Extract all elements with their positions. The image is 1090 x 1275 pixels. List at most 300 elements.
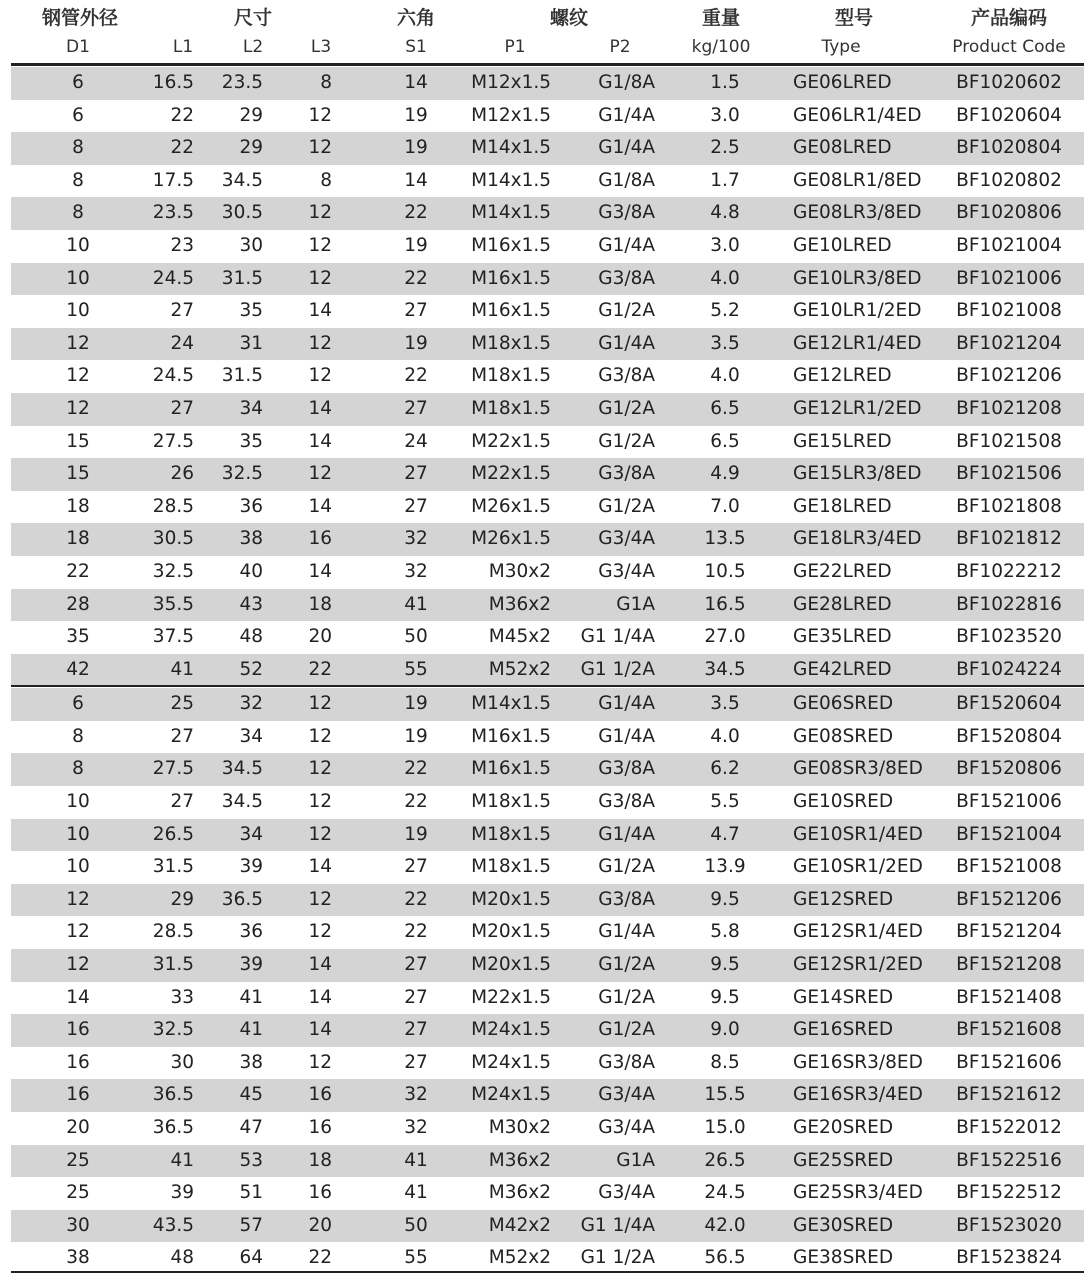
cell-l2: 41 xyxy=(239,1019,263,1041)
cell-l3: 12 xyxy=(308,758,332,780)
cell-s1: 22 xyxy=(404,791,428,813)
cell-weight: 15.5 xyxy=(704,1084,746,1106)
cell-weight: 1.7 xyxy=(710,169,740,191)
cell-l2: 43 xyxy=(239,593,263,615)
cell-p1: M18x1.5 xyxy=(471,332,551,354)
cell-p2: G3/4A xyxy=(598,528,655,550)
cell-l3: 12 xyxy=(308,463,332,485)
cell-p1: M36x2 xyxy=(488,1182,551,1204)
cell-p2: G1/2A xyxy=(598,856,655,878)
cell-type: GE08LRED xyxy=(793,137,892,159)
table-row xyxy=(11,393,1084,426)
cell-l3: 16 xyxy=(308,528,332,550)
cell-l1: 17.5 xyxy=(152,169,194,191)
cell-product-code: BF1021508 xyxy=(956,430,1062,452)
cell-weight: 2.5 xyxy=(710,137,740,159)
header-rule xyxy=(11,63,1084,66)
cell-weight: 4.9 xyxy=(710,463,740,485)
table-row xyxy=(11,753,1084,786)
cell-l2: 64 xyxy=(239,1247,263,1269)
cell-l3: 12 xyxy=(308,823,332,845)
cell-s1: 19 xyxy=(404,725,428,747)
table-row xyxy=(11,458,1084,491)
cell-product-code: BF1021808 xyxy=(956,495,1062,517)
cell-l1: 29 xyxy=(170,888,194,910)
cell-weight: 9.5 xyxy=(710,986,740,1008)
cell-s1: 41 xyxy=(404,1182,428,1204)
cell-l2: 48 xyxy=(239,626,263,648)
cell-product-code: BF1521612 xyxy=(956,1084,1062,1106)
cell-l1: 48 xyxy=(170,1247,194,1269)
table-row xyxy=(11,982,1084,1015)
cell-p2: G3/4A xyxy=(598,560,655,582)
table-row xyxy=(11,621,1084,654)
cell-l1: 23.5 xyxy=(152,202,194,224)
cell-l3: 12 xyxy=(308,104,332,126)
cell-p1: M20x1.5 xyxy=(471,921,551,943)
cell-l3: 14 xyxy=(308,560,332,582)
cell-l3: 12 xyxy=(308,791,332,813)
cell-p1: M22x1.5 xyxy=(471,463,551,485)
cell-l1: 27 xyxy=(170,397,194,419)
cell-type: GE30SRED xyxy=(793,1214,894,1236)
cell-type: GE16SR3/8ED xyxy=(793,1051,923,1073)
cell-type: GE10SR1/2ED xyxy=(793,856,923,878)
cell-product-code: BF1020604 xyxy=(956,104,1062,126)
section-divider xyxy=(11,685,1084,687)
cell-p1: M12x1.5 xyxy=(471,72,551,93)
cell-product-code: BF1020804 xyxy=(956,137,1062,159)
cell-p2: G1/2A xyxy=(598,986,655,1008)
header-col-l1: L1 xyxy=(172,37,194,57)
cell-p2: G3/8A xyxy=(598,791,655,813)
cell-weight: 4.0 xyxy=(710,267,740,289)
cell-p2: G1/2A xyxy=(598,954,655,976)
cell-weight: 13.9 xyxy=(704,856,746,878)
cell-p2: G1/8A xyxy=(598,72,655,93)
cell-type: GE12LR1/4ED xyxy=(793,332,922,354)
table-row xyxy=(11,688,1084,721)
cell-p2: G3/8A xyxy=(598,202,655,224)
cell-d1: 20 xyxy=(66,1117,90,1138)
cell-weight: 8.5 xyxy=(710,1051,740,1073)
cell-l2: 31.5 xyxy=(221,365,263,387)
cell-l3: 12 xyxy=(308,888,332,910)
table-row xyxy=(11,263,1084,296)
cell-d1: 30 xyxy=(66,1214,90,1236)
cell-product-code: BF1521206 xyxy=(956,888,1062,910)
cell-p2: G1/2A xyxy=(598,397,655,419)
cell-s1: 19 xyxy=(404,137,428,159)
cell-s1: 14 xyxy=(404,72,428,93)
cell-d1: 8 xyxy=(72,758,84,780)
cell-l1: 26 xyxy=(170,463,194,485)
cell-type: GE08SR3/8ED xyxy=(793,758,923,780)
cell-l1: 41 xyxy=(170,1149,194,1171)
cell-weight: 27.0 xyxy=(704,626,746,648)
cell-d1: 8 xyxy=(72,137,84,159)
header-col-l2: L2 xyxy=(242,37,264,57)
cell-l2: 29 xyxy=(239,137,263,159)
table-row xyxy=(11,884,1084,917)
cell-p2: G1/8A xyxy=(598,169,655,191)
cell-p1: M52x2 xyxy=(488,658,551,680)
cell-p1: M18x1.5 xyxy=(471,791,551,813)
cell-l1: 30.5 xyxy=(152,528,194,550)
cell-product-code: BF1521608 xyxy=(956,1019,1062,1041)
cell-p1: M30x2 xyxy=(488,560,551,582)
cell-type: GE25SR3/4ED xyxy=(793,1182,923,1204)
cell-p2: G1 1/4A xyxy=(580,626,655,648)
cell-l2: 23.5 xyxy=(221,72,263,93)
table-row xyxy=(11,230,1084,263)
cell-weight: 1.5 xyxy=(710,72,740,93)
table-row xyxy=(11,589,1084,622)
cell-l2: 47 xyxy=(239,1117,263,1138)
cell-p2: G1/4A xyxy=(598,693,655,715)
header-col-p1: P1 xyxy=(504,37,526,57)
cell-l1: 43.5 xyxy=(152,1214,194,1236)
cell-l1: 32.5 xyxy=(152,560,194,582)
cell-s1: 14 xyxy=(404,169,428,191)
cell-type: GE15LRED xyxy=(793,430,892,452)
cell-product-code: BF1522516 xyxy=(956,1149,1062,1171)
cell-l3: 12 xyxy=(308,1051,332,1073)
cell-l3: 8 xyxy=(320,169,332,191)
cell-l2: 31 xyxy=(239,332,263,354)
cell-l2: 35 xyxy=(239,430,263,452)
cell-weight: 4.8 xyxy=(710,202,740,224)
cell-type: GE38SRED xyxy=(793,1247,894,1269)
cell-p1: M36x2 xyxy=(488,593,551,615)
cell-l2: 53 xyxy=(239,1149,263,1171)
cell-product-code: BF1523020 xyxy=(956,1214,1062,1236)
cell-l3: 22 xyxy=(308,1247,332,1269)
cell-weight: 6.2 xyxy=(710,758,740,780)
cell-l1: 27.5 xyxy=(152,430,194,452)
cell-p2: G1/2A xyxy=(598,1019,655,1041)
cell-l1: 35.5 xyxy=(152,593,194,615)
cell-type: GE35LRED xyxy=(793,626,892,648)
cell-type: GE18LRED xyxy=(793,495,892,517)
cell-product-code: BF1020806 xyxy=(956,202,1062,224)
cell-d1: 12 xyxy=(66,397,90,419)
cell-s1: 55 xyxy=(404,658,428,680)
cell-p2: G3/4A xyxy=(598,1182,655,1204)
cell-p1: M22x1.5 xyxy=(471,430,551,452)
cell-weight: 3.0 xyxy=(710,234,740,256)
cell-weight: 3.5 xyxy=(710,693,740,715)
cell-product-code: BF1521008 xyxy=(956,856,1062,878)
cell-p2: G1/4A xyxy=(598,332,655,354)
header-col-d1: D1 xyxy=(66,37,90,57)
cell-l2: 34 xyxy=(239,725,263,747)
cell-s1: 27 xyxy=(404,397,428,419)
cell-l1: 24 xyxy=(170,332,194,354)
cell-product-code: BF1521208 xyxy=(956,954,1062,976)
header-col-weight: kg/100 xyxy=(691,37,751,57)
cell-s1: 22 xyxy=(404,365,428,387)
cell-type: GE20SRED xyxy=(793,1117,894,1138)
table-row xyxy=(11,1145,1084,1178)
cell-l2: 32.5 xyxy=(221,463,263,485)
cell-type: GE22LRED xyxy=(793,560,892,582)
cell-weight: 4.0 xyxy=(710,365,740,387)
cell-l1: 27.5 xyxy=(152,758,194,780)
cell-type: GE06LR1/4ED xyxy=(793,104,922,126)
cell-l1: 32.5 xyxy=(152,1019,194,1041)
cell-l3: 12 xyxy=(308,202,332,224)
cell-p2: G1/2A xyxy=(598,430,655,452)
cell-weight: 4.0 xyxy=(710,725,740,747)
cell-s1: 27 xyxy=(404,1019,428,1041)
cell-d1: 6 xyxy=(72,104,84,126)
cell-p2: G1 1/2A xyxy=(580,1247,655,1269)
cell-product-code: BF1021208 xyxy=(956,397,1062,419)
cell-d1: 10 xyxy=(66,234,90,256)
cell-type: GE42LRED xyxy=(793,658,892,680)
cell-type: GE16SRED xyxy=(793,1019,894,1041)
cell-s1: 19 xyxy=(404,693,428,715)
cell-l2: 30.5 xyxy=(221,202,263,224)
cell-s1: 19 xyxy=(404,234,428,256)
table-row xyxy=(11,654,1084,687)
cell-l3: 8 xyxy=(320,72,332,93)
cell-p2: G1A xyxy=(616,593,655,615)
cell-weight: 9.5 xyxy=(710,954,740,976)
cell-l3: 12 xyxy=(308,137,332,159)
cell-d1: 10 xyxy=(66,300,90,322)
cell-d1: 8 xyxy=(72,725,84,747)
cell-p2: G3/8A xyxy=(598,365,655,387)
cell-type: GE08LR1/8ED xyxy=(793,169,922,191)
cell-s1: 19 xyxy=(404,823,428,845)
table-row xyxy=(11,426,1084,459)
cell-l2: 30 xyxy=(239,234,263,256)
cell-l1: 24.5 xyxy=(152,365,194,387)
cell-p2: G1/4A xyxy=(598,725,655,747)
cell-weight: 5.2 xyxy=(710,300,740,322)
cell-l3: 14 xyxy=(308,300,332,322)
cell-l3: 12 xyxy=(308,267,332,289)
cell-s1: 22 xyxy=(404,888,428,910)
table-row xyxy=(11,1047,1084,1080)
cell-s1: 27 xyxy=(404,300,428,322)
cell-s1: 32 xyxy=(404,528,428,550)
cell-type: GE15LR3/8ED xyxy=(793,463,922,485)
cell-l2: 34 xyxy=(239,397,263,419)
table-row xyxy=(11,197,1084,230)
cell-l1: 27 xyxy=(170,300,194,322)
cell-p1: M42x2 xyxy=(488,1214,551,1236)
cell-type: GE08LR3/8ED xyxy=(793,202,922,224)
cell-l2: 41 xyxy=(239,986,263,1008)
cell-l3: 20 xyxy=(308,1214,332,1236)
cell-l2: 34.5 xyxy=(221,169,263,191)
cell-p1: M45x2 xyxy=(488,626,551,648)
cell-l2: 38 xyxy=(239,1051,263,1073)
cell-p2: G3/8A xyxy=(598,1051,655,1073)
table-header xyxy=(0,0,1090,62)
cell-s1: 41 xyxy=(404,593,428,615)
fitting-spec-table xyxy=(11,67,1084,1275)
cell-l3: 16 xyxy=(308,1182,332,1204)
cell-product-code: BF1521004 xyxy=(956,823,1062,845)
cell-s1: 50 xyxy=(404,1214,428,1236)
cell-p1: M24x1.5 xyxy=(471,1019,551,1041)
cell-product-code: BF1522012 xyxy=(956,1117,1062,1138)
cell-p1: M16x1.5 xyxy=(471,758,551,780)
cell-l3: 18 xyxy=(308,1149,332,1171)
cell-type: GE10LRED xyxy=(793,234,892,256)
cell-l1: 25 xyxy=(170,693,194,715)
cell-product-code: BF1520806 xyxy=(956,758,1062,780)
cell-s1: 32 xyxy=(404,1084,428,1106)
cell-d1: 6 xyxy=(72,72,84,93)
table-row xyxy=(11,1112,1084,1145)
header-col-s1: S1 xyxy=(405,37,427,57)
cell-l3: 14 xyxy=(308,495,332,517)
table-row xyxy=(11,523,1084,556)
cell-type: GE12LR1/2ED xyxy=(793,397,922,419)
cell-l2: 40 xyxy=(239,560,263,582)
cell-p1: M26x1.5 xyxy=(471,495,551,517)
header-group-product-code: 产品编码 xyxy=(970,7,1048,29)
cell-p1: M16x1.5 xyxy=(471,267,551,289)
cell-product-code: BF1022212 xyxy=(956,560,1062,582)
cell-type: GE10SRED xyxy=(793,791,894,813)
cell-p1: M24x1.5 xyxy=(471,1084,551,1106)
cell-l3: 22 xyxy=(308,658,332,680)
cell-d1: 12 xyxy=(66,888,90,910)
cell-s1: 55 xyxy=(404,1247,428,1269)
cell-product-code: BF1021008 xyxy=(956,300,1062,322)
cell-product-code: BF1023520 xyxy=(956,626,1062,648)
cell-p1: M20x1.5 xyxy=(471,954,551,976)
table-row xyxy=(11,949,1084,982)
cell-l1: 31.5 xyxy=(152,954,194,976)
cell-p2: G1/2A xyxy=(598,300,655,322)
cell-p1: M22x1.5 xyxy=(471,986,551,1008)
cell-l3: 14 xyxy=(308,430,332,452)
cell-type: GE12SR1/4ED xyxy=(793,921,923,943)
cell-weight: 7.0 xyxy=(710,495,740,517)
table-row xyxy=(11,786,1084,819)
cell-product-code: BF1521006 xyxy=(956,791,1062,813)
table-row xyxy=(11,360,1084,393)
cell-l2: 36 xyxy=(239,495,263,517)
cell-l1: 36.5 xyxy=(152,1084,194,1106)
header-group-dimensions: 尺寸 xyxy=(233,7,273,29)
cell-weight: 3.0 xyxy=(710,104,740,126)
cell-product-code: BF1521606 xyxy=(956,1051,1062,1073)
header-col-type: Type xyxy=(821,37,861,57)
cell-product-code: BF1021006 xyxy=(956,267,1062,289)
cell-d1: 16 xyxy=(66,1019,90,1041)
cell-l2: 39 xyxy=(239,856,263,878)
cell-d1: 12 xyxy=(66,921,90,943)
cell-p1: M52x2 xyxy=(488,1247,551,1269)
header-col-product-code: Product Code xyxy=(952,37,1066,57)
cell-weight: 10.5 xyxy=(704,560,746,582)
header-col-p2: P2 xyxy=(609,37,631,57)
cell-s1: 22 xyxy=(404,267,428,289)
cell-l1: 30 xyxy=(170,1051,194,1073)
cell-l3: 12 xyxy=(308,332,332,354)
cell-l1: 37.5 xyxy=(152,626,194,648)
cell-p1: M14x1.5 xyxy=(471,693,551,715)
cell-p1: M26x1.5 xyxy=(471,528,551,550)
cell-l2: 39 xyxy=(239,954,263,976)
cell-d1: 15 xyxy=(66,463,90,485)
cell-l3: 14 xyxy=(308,954,332,976)
cell-d1: 15 xyxy=(66,430,90,452)
cell-weight: 5.5 xyxy=(710,791,740,813)
table-row xyxy=(11,328,1084,361)
cell-p1: M14x1.5 xyxy=(471,202,551,224)
cell-l3: 14 xyxy=(308,856,332,878)
cell-p2: G1/4A xyxy=(598,921,655,943)
cell-l1: 22 xyxy=(170,104,194,126)
cell-s1: 32 xyxy=(404,560,428,582)
cell-d1: 16 xyxy=(66,1084,90,1106)
cell-weight: 34.5 xyxy=(704,658,746,680)
cell-l1: 22 xyxy=(170,137,194,159)
cell-l1: 27 xyxy=(170,791,194,813)
cell-l3: 12 xyxy=(308,725,332,747)
cell-d1: 28 xyxy=(66,593,90,615)
cell-l2: 38 xyxy=(239,528,263,550)
header-group-hexagon: 六角 xyxy=(396,7,436,29)
cell-d1: 8 xyxy=(72,202,84,224)
table-row xyxy=(11,100,1084,133)
cell-l2: 34 xyxy=(239,823,263,845)
cell-d1: 16 xyxy=(66,1051,90,1073)
table-row xyxy=(11,819,1084,852)
table-row xyxy=(11,295,1084,328)
cell-p1: M20x1.5 xyxy=(471,888,551,910)
cell-l1: 31.5 xyxy=(152,856,194,878)
cell-type: GE25SRED xyxy=(793,1149,894,1171)
cell-l1: 16.5 xyxy=(152,72,194,93)
cell-p1: M18x1.5 xyxy=(471,397,551,419)
cell-l2: 36.5 xyxy=(221,888,263,910)
table-row xyxy=(11,67,1084,100)
cell-p2: G1/4A xyxy=(598,104,655,126)
cell-l2: 51 xyxy=(239,1182,263,1204)
cell-l1: 36.5 xyxy=(152,1117,194,1138)
cell-weight: 6.5 xyxy=(710,397,740,419)
cell-p1: M16x1.5 xyxy=(471,725,551,747)
cell-product-code: BF1521408 xyxy=(956,986,1062,1008)
table-row xyxy=(11,491,1084,524)
cell-type: GE12LRED xyxy=(793,365,892,387)
cell-l1: 33 xyxy=(170,986,194,1008)
cell-p2: G3/4A xyxy=(598,1084,655,1106)
cell-p2: G3/8A xyxy=(598,758,655,780)
cell-product-code: BF1520804 xyxy=(956,725,1062,747)
table-row xyxy=(11,556,1084,589)
cell-l2: 32 xyxy=(239,693,263,715)
cell-s1: 27 xyxy=(404,1051,428,1073)
cell-d1: 10 xyxy=(66,791,90,813)
cell-l3: 12 xyxy=(308,234,332,256)
cell-type: GE06LRED xyxy=(793,72,892,93)
cell-type: GE12SRED xyxy=(793,888,894,910)
cell-p2: G3/4A xyxy=(598,1117,655,1138)
cell-weight: 9.0 xyxy=(710,1019,740,1041)
cell-weight: 24.5 xyxy=(704,1182,746,1204)
